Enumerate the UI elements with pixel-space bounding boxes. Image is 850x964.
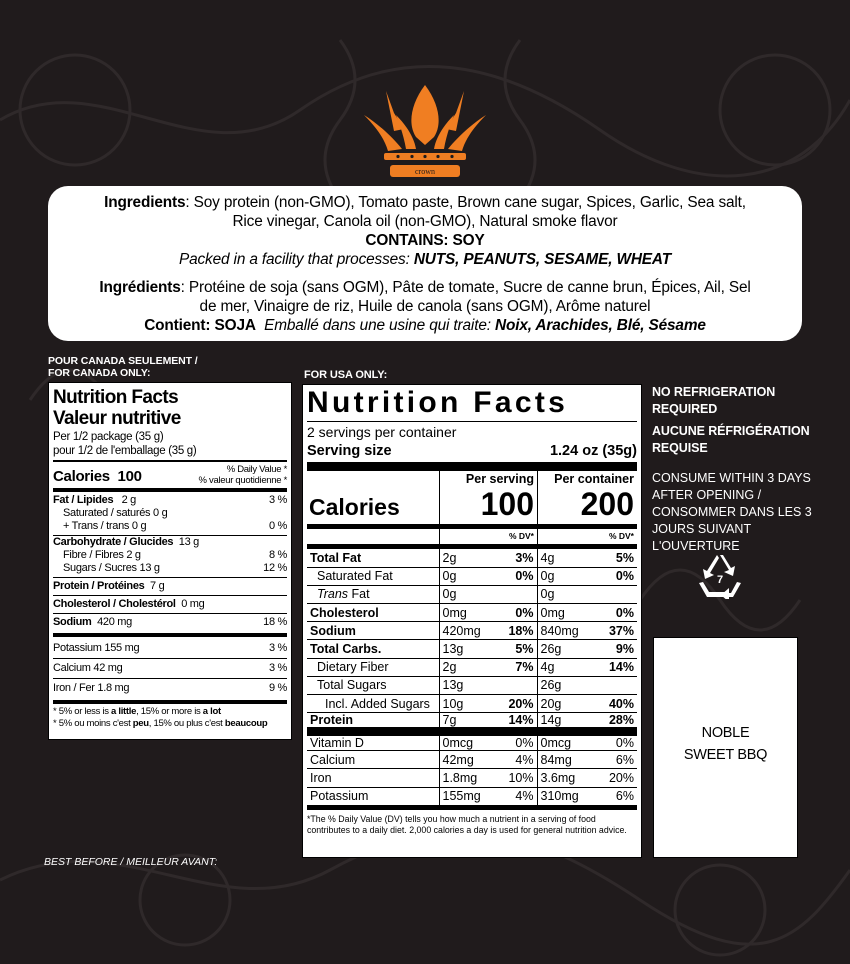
usa-cell-a1: 0mcg: [439, 732, 487, 751]
canada-heading-line2: FOR CANADA ONLY:: [48, 367, 151, 379]
canada-trans-dv: 0 %: [268, 520, 287, 532]
canada-calcium-label: Calcium 42 mg: [53, 662, 123, 674]
facility-en-items: NUTS, PEANUTS, SESAME, WHEAT: [413, 251, 671, 268]
usa-cell-d1: 0%: [487, 732, 537, 751]
canada-per-en: Per 1/2 package (35 g): [53, 431, 164, 443]
usa-cell-a1: 13g: [439, 640, 487, 658]
canada-chol-row: [53, 596, 287, 613]
canada-trans-label: + Trans / trans 0 g: [63, 520, 147, 532]
canada-carb-label: Carbohydrate / Glucides: [53, 536, 174, 548]
contains-soy: CONTAINS: SOY: [365, 232, 485, 249]
usa-cell-label: [307, 676, 439, 694]
usa-cell-d2: 40%: [582, 695, 637, 713]
usa-dv-header: [307, 529, 637, 544]
canada-fibre-dv: 8 %: [268, 549, 287, 561]
usa-row-0: [307, 549, 637, 567]
usa-serving-size-row: [307, 442, 637, 460]
usa-row-label: Saturated Fat: [317, 569, 393, 584]
usa-cell-d2: 28%: [582, 713, 637, 732]
usa-cell-d1: [487, 585, 537, 603]
canada-calcium-row: [53, 659, 287, 678]
usa-cell-label: [307, 732, 439, 751]
canada-heading-line1: POUR CANADA SEULEMENT /: [48, 355, 198, 367]
usa-row-5: [307, 640, 637, 658]
usa-serving-size-label: Serving size: [307, 443, 392, 459]
canada-nutrition-label: [48, 382, 292, 740]
usa-cell-a2: 3.6mg: [537, 769, 582, 787]
usa-cell-a1: 10g: [439, 695, 487, 713]
ingredients-fr-line2: de mer, Vinaigre de riz, Huile de canola (sans OGM), Arôme naturel: [199, 298, 651, 315]
usa-row-label: Total Carbs.: [310, 642, 382, 657]
canada-iron-label: Iron / Fer 1.8 mg: [53, 682, 130, 694]
canada-potassium-dv: 3 %: [268, 642, 287, 654]
canada-fat-label: Fat / Lipides: [53, 494, 114, 506]
no-refrig-line2: REQUIRED: [652, 402, 718, 416]
usa-row-label: Incl. Added Sugars: [325, 696, 430, 711]
usa-row-11: [307, 751, 637, 769]
usa-cell-a2: 840mg: [537, 622, 582, 640]
usa-row-6: [307, 658, 637, 676]
usa-cell-a1: 420mg: [439, 622, 487, 640]
ingredients-en-text: : Soy protein (non-GMO), Tomato paste, Brown cane sugar, Spices, Garlic, Sea salt,: [185, 194, 746, 211]
canada-title-fr: Valeur nutritive: [53, 408, 181, 429]
usa-cell-a1: 7g: [439, 713, 487, 732]
ingredients-fr-line1: [48, 278, 802, 297]
canada-title-en: Nutrition Facts: [53, 387, 179, 408]
usa-cell-a2: 4g: [537, 658, 582, 676]
canada-sat-label: Saturated / saturés 0 g: [63, 507, 168, 519]
usa-cell-a2: 0g: [537, 585, 582, 603]
usa-cell-a1: 13g: [439, 676, 487, 694]
usa-cell-a2: 4g: [537, 549, 582, 567]
foot1-c: , 15% or more is: [136, 706, 203, 717]
usa-row-2: [307, 585, 637, 603]
aucune-line2: REQUISE: [652, 441, 708, 455]
contient-soja: Contient: SOJA: [144, 317, 256, 334]
usa-calories-row: [307, 471, 637, 524]
recycle-number: 7: [716, 574, 724, 586]
usa-row-7: [307, 676, 637, 694]
usa-cell-d2: 6%: [582, 751, 637, 769]
usa-cell-d1: 5%: [487, 640, 537, 658]
ingredients-en-line2: Rice vinegar, Canola oil (non-GMO), Natural smoke flavor: [232, 213, 618, 230]
usa-row-label: Iron: [310, 770, 332, 785]
canada-dv-en: % Daily Value *: [226, 464, 287, 475]
ingredients-fr-label: Ingrédients: [99, 279, 181, 296]
canada-fibre-row: [53, 549, 287, 562]
usa-cell-d1: 18%: [487, 622, 537, 640]
product-name-box: [653, 637, 798, 858]
usa-dv-serving: % DV*: [439, 529, 537, 544]
foot2-d: beaucoup: [224, 718, 268, 729]
usa-cell-d1: 20%: [487, 695, 537, 713]
usa-row-9: [307, 713, 637, 732]
usa-cell-d2: 20%: [582, 769, 637, 787]
usa-row-label: Vitamin D: [310, 736, 364, 751]
usa-cell-a1: 2g: [439, 549, 487, 567]
usa-cell-a2: 14g: [537, 713, 582, 732]
canada-sugars-row: [53, 562, 287, 575]
usa-row-8: [307, 695, 637, 713]
canada-fat-dv: 3 %: [268, 494, 287, 506]
canada-carb-row: [53, 536, 287, 549]
usa-cell-d2: 0%: [582, 732, 637, 751]
usa-cell-d1: 4%: [487, 787, 537, 805]
usa-row-label: Trans: [317, 587, 349, 602]
usa-cell-d1: 0%: [487, 604, 537, 622]
usa-nutrition-label: [302, 384, 642, 858]
ingredients-en-label: Ingredients: [104, 194, 186, 211]
usa-title: Nutrition Facts: [307, 386, 569, 419]
canada-sugars-label: Sugars / Sucres 13 g: [63, 562, 160, 574]
usa-cell-d2: 0%: [582, 567, 637, 585]
usa-cal-serving: 100: [480, 486, 534, 522]
canada-protein-label: Protein / Protéines: [53, 580, 145, 592]
canada-fat-amount: 2 g: [121, 494, 136, 506]
usa-cell-d2: 6%: [582, 787, 637, 805]
usa-cell-label: [307, 787, 439, 805]
canada-calories-row: [53, 464, 287, 486]
usa-cell-a2: 0mcg: [537, 732, 582, 751]
canada-protein-row: [53, 578, 287, 595]
usa-row-10: [307, 732, 637, 751]
usa-cell-a1: 1.8mg: [439, 769, 487, 787]
product-name-line2: SWEET BBQ: [683, 747, 768, 763]
canada-iron-row: [53, 679, 287, 698]
canada-iron-dv: 9 %: [268, 682, 287, 694]
usa-cell-a1: 0g: [439, 567, 487, 585]
usa-cal-container: 200: [580, 486, 634, 522]
canada-dv-fr: % valeur quotidienne *: [198, 475, 287, 486]
usa-cell-a2: 310mg: [537, 787, 582, 805]
canada-heading: [48, 355, 198, 379]
usa-row-label: Total Fat: [310, 550, 362, 565]
aucune-line1: AUCUNE RÉFRIGÉRATION: [652, 424, 810, 438]
usa-cell-label: [307, 622, 439, 640]
usa-row-label: Calcium: [310, 752, 356, 767]
contient-line: [48, 316, 802, 335]
canada-protein-amount: 7 g: [150, 580, 165, 592]
foot1-d: a lot: [202, 706, 221, 717]
usa-cell-a1: 42mg: [439, 751, 487, 769]
usa-row-13: [307, 787, 637, 805]
no-refrig-line1: NO REFRIGERATION: [652, 385, 776, 399]
foot1-b: a little: [111, 706, 137, 717]
foot2-b: peu: [132, 718, 149, 729]
product-name-line1: NOBLE: [701, 725, 750, 741]
usa-cell-d2: 14%: [582, 658, 637, 676]
usa-cell-d2: 5%: [615, 550, 634, 565]
usa-servings: 2 servings per container: [307, 424, 457, 440]
usa-per-serving: Per serving: [465, 472, 534, 486]
usa-cell-a2: 0g: [537, 567, 582, 585]
ingredients-fr-text: : Protéine de soja (sans OGM), Pâte de tomate, Sucre de canne brun, Épices, Ail, Sel: [180, 279, 751, 296]
usa-per-container: Per container: [554, 472, 634, 486]
usa-row-3: [307, 604, 637, 622]
usa-cell-a1: 2g: [439, 658, 487, 676]
usa-cell-label: [307, 549, 439, 567]
facility-en-prefix: Packed in a facility that processes:: [178, 251, 414, 268]
usa-cell-label: [307, 585, 439, 603]
usa-row-label: Sodium: [310, 623, 356, 638]
ingredients-en-line1: [48, 193, 802, 212]
best-before-label: BEST BEFORE / MEILLEUR AVANT:: [44, 856, 218, 868]
usa-row-label: Total Sugars: [317, 678, 387, 693]
usa-row-12: [307, 769, 637, 787]
canada-trans-row: [53, 520, 287, 533]
usa-row-label: Potassium: [310, 789, 369, 804]
canada-fat-row: [53, 494, 287, 507]
canada-sodium-dv: 18 %: [263, 616, 287, 628]
usa-cell-label: [307, 751, 439, 769]
usa-row-label-suffix: Fat: [348, 587, 370, 602]
usa-cell-d1: 0%: [487, 567, 537, 585]
canada-footnote-fr: [53, 718, 287, 730]
facility-en: [48, 250, 802, 269]
usa-cell-a2: 0mg: [537, 604, 582, 622]
usa-row-4: [307, 622, 637, 640]
logo-text: crown: [415, 167, 435, 176]
usa-calories-label: Calories: [309, 494, 400, 520]
consume-line4: JOURS SUIVANT L'OUVERTURE: [652, 522, 751, 553]
usa-cell-d2: 9%: [582, 640, 637, 658]
canada-chol-label: Cholesterol / Cholestérol: [53, 598, 176, 610]
usa-cell-d1: 14%: [487, 713, 537, 732]
usa-cell-label: [307, 640, 439, 658]
ingredients-box: [48, 186, 802, 341]
canada-calories-value: 100: [117, 468, 142, 485]
consume-line2: AFTER OPENING /: [652, 488, 762, 502]
usa-cell-a1: 0g: [439, 585, 487, 603]
usa-cell-label: [307, 769, 439, 787]
usa-footnote: *The % Daily Value (DV) tells you how much a nutrient in a serving of food contributes to a daily diet. 2,000 calories a day is used for general nutrition advice.: [307, 814, 627, 836]
usa-cell-d2: [582, 676, 637, 694]
canada-sodium-amount: 420 mg: [97, 616, 132, 628]
canada-calcium-dv: 3 %: [268, 662, 287, 674]
foot2-a: * 5% ou moins c'est: [53, 718, 133, 729]
usa-cell-d1: 4%: [487, 751, 537, 769]
usa-cell-label: [307, 695, 439, 713]
usa-serving-size-value: 1.24 oz (35g): [549, 443, 637, 459]
canada-fibre-label: Fibre / Fibres 2 g: [63, 549, 141, 561]
usa-row-label: Dietary Fiber: [317, 660, 389, 675]
canada-sodium-row: [53, 614, 287, 631]
facility-fr-items: Noix, Arachides, Blé, Sésame: [494, 317, 706, 334]
crown-logo-icon: [360, 85, 490, 183]
usa-cell-a2: 20g: [537, 695, 582, 713]
usa-nutrient-table: [307, 549, 637, 805]
usa-row-label: Protein: [310, 713, 354, 728]
canada-sodium-label: Sodium: [53, 616, 92, 628]
usa-cell-d1: 7%: [487, 658, 537, 676]
usa-cell-label: [307, 604, 439, 622]
consume-line1: CONSUME WITHIN 3 DAYS: [652, 471, 811, 485]
usa-cell-a1: 0mg: [439, 604, 487, 622]
usa-cell-a2: 26g: [537, 676, 582, 694]
storage-info: [652, 384, 832, 555]
usa-cell-d1: [487, 676, 537, 694]
foot2-c: , 15% ou plus c'est: [148, 718, 225, 729]
canada-chol-amount: 0 mg: [181, 598, 205, 610]
facility-fr-prefix: Emballé dans une usine qui traite:: [264, 317, 495, 334]
usa-cell-a2: 26g: [537, 640, 582, 658]
canada-sat-row: [53, 507, 287, 520]
usa-cell-label: [307, 658, 439, 676]
usa-cell-d1: 10%: [487, 769, 537, 787]
canada-calories-label: Calories: [53, 468, 110, 485]
canada-footnote-en: [53, 706, 287, 718]
canada-sugars-dv: 12 %: [263, 562, 287, 574]
recycle-icon: [695, 553, 745, 599]
usa-dv-container: % DV*: [537, 529, 637, 544]
usa-cell-d2: 0%: [582, 604, 637, 622]
usa-cell-d2: [582, 585, 637, 603]
usa-cell-d2: 37%: [582, 622, 637, 640]
usa-row-1: [307, 567, 637, 585]
canada-potassium-label: Potassium 155 mg: [53, 642, 140, 654]
canada-per-fr: pour 1/2 de l'emballage (35 g): [53, 445, 197, 457]
consume-line3: CONSOMMER DANS LES 3: [652, 505, 812, 519]
usa-cell-d1: 3%: [515, 550, 534, 565]
usa-cell-a1: 155mg: [439, 787, 487, 805]
canada-carb-amount: 13 g: [178, 536, 199, 548]
usa-heading: FOR USA ONLY:: [304, 369, 388, 381]
usa-cell-a2: 84mg: [537, 751, 582, 769]
usa-cell-label: [307, 713, 439, 732]
canada-potassium-row: [53, 639, 287, 658]
usa-cell-label: [307, 567, 439, 585]
usa-row-label: Cholesterol: [310, 605, 379, 620]
foot1-a: * 5% or less is: [53, 706, 112, 717]
